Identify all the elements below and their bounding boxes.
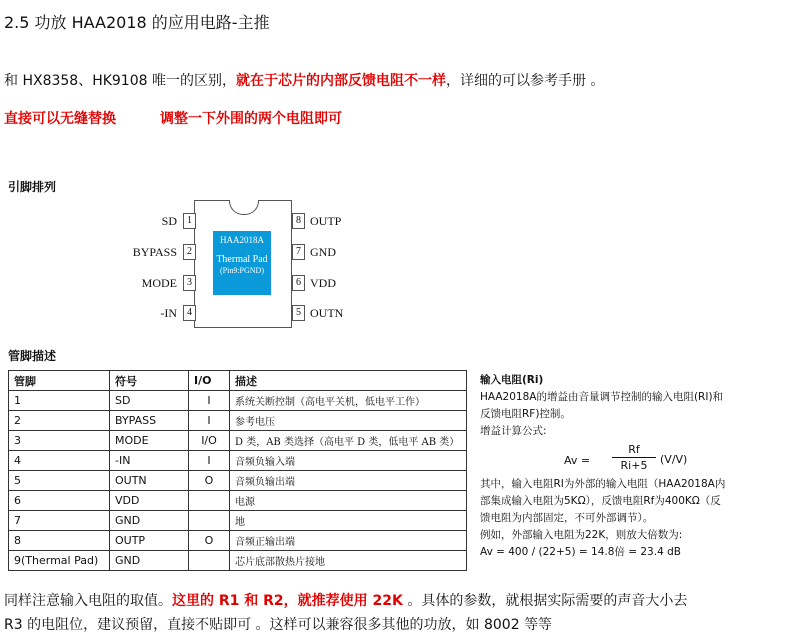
thermal-pad [213, 231, 271, 295]
pin-1-number: 1 [183, 213, 196, 229]
cell-desc: 芯片底部散热片接地 [230, 551, 467, 571]
input-resistor-line: 其中，输入电阻RI为外部的输入电阻（HAA2018A内 [480, 478, 726, 490]
pinout-title: 引脚排列 [8, 180, 57, 194]
input-resistor-line: 馈电阻为内部固定，不可外部调节）。 [480, 512, 654, 524]
table-row [9, 431, 467, 451]
formula-unit: (V/V) [660, 453, 688, 466]
footer-line-2: R3 的电阻位，建议预留，直接不贴即可 。这样可以兼容很多其他的功放，如 8002 等等 [4, 617, 553, 633]
footer-emphasis: 这里的 R1 和 R2，就推荐使用 22K [172, 593, 403, 609]
pin-7-number: 7 [292, 244, 305, 260]
table-row [9, 491, 467, 511]
cell-pin: 6 [9, 491, 110, 511]
input-resistor-line: 反馈电阻RF)控制。 [480, 408, 571, 420]
cell-pin: 9(Thermal Pad) [9, 551, 110, 571]
chip-label: HAA2018A [220, 235, 264, 245]
highlight-2: 调整一下外围的两个电阻即可 [160, 111, 342, 127]
col-header-symbol: 符号 [110, 371, 189, 391]
intro-suffix: ，详细的可以参考手册 。 [445, 73, 605, 89]
table-row [9, 531, 467, 551]
cell-io: I [189, 391, 230, 411]
chip-body [194, 200, 292, 328]
pin-5-label: OUTN [310, 306, 344, 320]
table-row [9, 511, 467, 531]
input-resistor-title: 输入电阻(Ri) [480, 374, 544, 386]
highlight-line [4, 108, 342, 128]
cell-desc: 系统关断控制（高电平关机，低电平工作） [230, 391, 467, 411]
formula-numerator: Rf [612, 442, 656, 458]
pin-table-title: 管脚描述 [8, 349, 57, 363]
pad-label: Thermal Pad [216, 254, 268, 265]
input-resistor-line: 部集成输入电阻为5KΩ），反馈电阻Rf为400KΩ（反 [480, 495, 721, 507]
cell-desc: 音频负输入端 [230, 451, 467, 471]
cell-io [189, 491, 230, 511]
pin-6-label: VDD [310, 276, 336, 290]
table-row [9, 411, 467, 431]
cell-pin: 3 [9, 431, 110, 451]
pin-4-number: 4 [183, 305, 196, 321]
cell-io: I/O [189, 431, 230, 451]
cell-desc: 电源 [230, 491, 467, 511]
cell-symbol: BYPASS [110, 411, 189, 431]
pin-4-label: -IN [160, 306, 177, 320]
cell-symbol: SD [110, 391, 189, 411]
input-resistor-line: HAA2018A的增益由音量调节控制的输入电阻(RI)和 [480, 391, 724, 403]
cell-io: O [189, 471, 230, 491]
pin-2-number: 2 [183, 244, 196, 260]
gain-formula [480, 442, 798, 476]
pin-3-label: MODE [141, 276, 177, 290]
cell-pin: 2 [9, 411, 110, 431]
footer-suffix: 。具体的参数，就根据实际需要的声音大小去 [402, 593, 688, 609]
pin-1-label: SD [161, 214, 177, 228]
footer-line-1 [4, 590, 687, 610]
cell-desc: D 类，AB 类选择（高电平 D 类，低电平 AB 类） [230, 431, 467, 451]
cell-desc: 参考电压 [230, 411, 467, 431]
formula-lhs: Av = [564, 454, 591, 467]
col-header-pin: 管脚 [9, 371, 110, 391]
input-resistor-line: Av = 400 / (22+5) = 14.8倍 = 23.4 dB [480, 546, 681, 558]
pin-description-table [8, 370, 467, 571]
cell-pin: 7 [9, 511, 110, 531]
table-row [9, 471, 467, 491]
col-header-desc: 描述 [230, 371, 467, 391]
cell-pin: 5 [9, 471, 110, 491]
pin-3-number: 3 [183, 275, 196, 291]
input-resistor-section [480, 372, 798, 561]
cell-io [189, 551, 230, 571]
cell-symbol: OUTN [110, 471, 189, 491]
cell-desc: 地 [230, 511, 467, 531]
intro-emphasis: 就在于芯片的内部反馈电阻不一样 [235, 73, 446, 89]
chip-notch [229, 200, 259, 215]
pin-6-number: 6 [292, 275, 305, 291]
formula-denominator: Ri+5 [620, 459, 648, 472]
section-heading: 2.5 功放 HAA2018 的应用电路-主推 [4, 13, 270, 32]
table-row [9, 391, 467, 411]
cell-desc: 音频正输出端 [230, 531, 467, 551]
pin-8-number: 8 [292, 213, 305, 229]
cell-pin: 8 [9, 531, 110, 551]
cell-io: I [189, 411, 230, 431]
pin-8-label: OUTP [310, 214, 342, 228]
cell-symbol: GND [110, 511, 189, 531]
cell-pin: 4 [9, 451, 110, 471]
pad-sub-label: (Pin9:PGND) [219, 266, 264, 275]
cell-symbol: VDD [110, 491, 189, 511]
pin-7-label: GND [310, 245, 336, 259]
cell-symbol: OUTP [110, 531, 189, 551]
cell-desc: 音频负输出端 [230, 471, 467, 491]
cell-io: I [189, 451, 230, 471]
intro-paragraph [4, 70, 604, 90]
table-row [9, 451, 467, 471]
table-header-row [9, 371, 467, 391]
cell-io [189, 511, 230, 531]
input-resistor-line: 增益计算公式: [480, 425, 547, 437]
highlight-1: 直接可以无缝替换 [4, 111, 116, 127]
cell-symbol: -IN [110, 451, 189, 471]
input-resistor-line: 例如，外部输入电阻为22K，则放大倍数为: [480, 529, 683, 541]
cell-symbol: GND [110, 551, 189, 571]
footer-prefix: 同样注意输入电阻的取值。 [4, 593, 172, 609]
formula-fraction [612, 442, 656, 473]
intro-prefix: 和 HX8358、HK9108 唯一的区别， [4, 73, 236, 89]
col-header-io: I/O [189, 371, 230, 391]
cell-pin: 1 [9, 391, 110, 411]
pin-2-label: BYPASS [132, 245, 177, 259]
table-row [9, 551, 467, 571]
cell-symbol: MODE [110, 431, 189, 451]
pin-5-number: 5 [292, 305, 305, 321]
cell-io: O [189, 531, 230, 551]
